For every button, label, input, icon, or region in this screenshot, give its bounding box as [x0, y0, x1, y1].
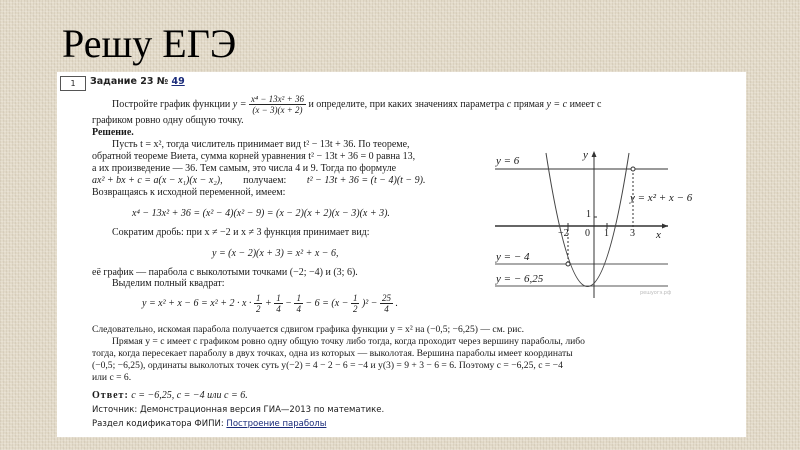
eq3-part: +: [264, 298, 272, 309]
answer-label: Ответ:: [92, 390, 129, 401]
frac-num: 1: [352, 293, 358, 304]
slide-title: Решу ЕГЭ: [62, 21, 237, 66]
eq3-part: y = x² + x − 6 = x² + 2 · x ·: [142, 298, 252, 309]
eq3-part: − 6 = (x −: [305, 298, 349, 309]
solution-p5-line4: или c = 6.: [92, 372, 132, 383]
frac-num: 25: [382, 293, 392, 304]
statement-line-2: графиком ровно одну общую точку.: [92, 115, 244, 126]
statement-text: прямая: [513, 98, 544, 110]
statement-fraction: [249, 94, 306, 115]
equation-3: [142, 292, 398, 316]
statement-text: Постройте график функции: [112, 98, 231, 110]
frac-den: 2: [255, 304, 261, 315]
curve-label: y = x² + x − 6: [630, 192, 693, 204]
tick-label-minus2: −2: [558, 228, 569, 239]
answer-line: [92, 390, 248, 402]
solution-p1-line5: Возвращаясь к исходной переменной, имеем:: [92, 187, 286, 198]
task-number-box: 1: [60, 76, 86, 91]
fraction-numerator: x⁴ − 13x² + 36: [250, 94, 304, 104]
param-c: c: [506, 98, 512, 110]
codifier-label: Раздел кодификатора ФИПИ:: [92, 419, 224, 429]
punctured-point-3: [631, 167, 635, 171]
label-y-minus-4: y = − 4: [496, 251, 530, 263]
eq3-part: .: [395, 298, 399, 309]
formula-y: y =: [232, 98, 247, 110]
task-heading-prefix: Задание 23 №: [90, 76, 169, 87]
parabola-graph: [490, 145, 693, 310]
source-line: Источник: Демонстрационная версия ГИА—2013 по математике.: [92, 405, 385, 415]
statement-text: имеет с: [569, 98, 602, 110]
tick-label-0: 0: [585, 228, 590, 239]
axis-y-label: y: [583, 149, 588, 161]
solution-p5-line2: тогда, когда пересекает параболу в двух точках, одна из которых — выколотая. Вершина параболы имеет координаты: [92, 348, 573, 359]
frac-den: 4: [296, 304, 301, 315]
tick-label-y-1: 1: [586, 209, 591, 220]
task-id-link[interactable]: 49: [171, 76, 185, 87]
label-y-6: y = 6: [496, 155, 520, 167]
formula-factorization: ax² + bx + c = a(x − x₁)(x − x₂),: [92, 175, 223, 186]
equation-1: x⁴ − 13x² + 36 = (x² − 4)(x² − 9) = (x − 2)(x + 2)(x − 3)(x + 3).: [132, 208, 390, 219]
solution-p5-line1: Прямая y = c имеет с графиком ровно одну общую точку либо тогда, когда проходит через вершину параболы, либо: [112, 336, 585, 347]
x-axis-arrow-icon: [662, 224, 668, 229]
tick-label-3: 3: [630, 228, 635, 239]
solution-p1-line3: а их произведение — 36. Тем самым, это числа 4 и 9. Тогда по формуле: [92, 163, 397, 174]
statement-line-1: [112, 94, 601, 115]
solution-p2: Сократим дробь: при x ≠ −2 и x ≠ 3 функция принимает вид:: [112, 227, 370, 238]
solution-heading: Решение.: [92, 127, 134, 138]
solution-p1-line4: [92, 175, 426, 187]
punctured-point-minus2: [566, 262, 570, 266]
axis-x-label: x: [656, 229, 661, 241]
frac-num: 1: [276, 293, 281, 304]
task-heading: [90, 76, 185, 87]
frac-num: 1: [296, 293, 301, 304]
frac-den: 4: [384, 304, 389, 315]
tick-label-x-1: 1: [604, 228, 609, 239]
statement-text: и определите, при каких значениях параметра: [308, 98, 505, 110]
graph-watermark: решуогэ.рф: [640, 290, 672, 296]
solution-p5-line3: (−0,5; −6,25), ординаты выколотых точек суть y(−2) = 4 − 2 − 6 = −4 и y(3) = 9 + 3 − 6 = 6. Поэтому c = −6,25, c = −4: [92, 360, 563, 371]
solution-p1-line1: Пусть t = x², тогда числитель принимает вид t² − 13t + 36. По теореме,: [112, 139, 410, 150]
answer-value: c = −6,25, c = −4 или c = 6.: [131, 390, 248, 401]
y-axis-arrow-icon: [592, 151, 597, 157]
equation-2: y = (x − 2)(x + 3) = x² + x − 6,: [212, 248, 339, 259]
solution-p4: Следовательно, искомая парабола получается сдвигом графика функции y = x² на (−0,5; −6,25) — см. рис.: [92, 324, 525, 335]
eq3-part: −: [285, 298, 292, 309]
frac-den: 4: [276, 304, 281, 315]
fraction-denominator: (x − 3)(x + 2): [252, 105, 303, 115]
graph-svg: [490, 145, 670, 310]
frac-num: 1: [255, 293, 261, 304]
label-y-minus-6-25: y = − 6,25: [496, 273, 544, 285]
task-panel: [57, 72, 746, 437]
text-get: получаем:: [243, 175, 287, 186]
solution-p3-line2: Выделим полный квадрат:: [112, 278, 225, 289]
formula-t: t² − 13t + 36 = (t − 4)(t − 9).: [306, 175, 426, 186]
codifier-line: [92, 418, 326, 430]
frac-den: 2: [352, 304, 358, 315]
line-equation: y = c: [546, 98, 568, 110]
solution-p3-line1: её график — парабола с выколотыми точками (−2; −4) и (3; 6).: [92, 267, 358, 278]
eq3-part: )² −: [361, 298, 378, 309]
solution-p1-line2: обратной теореме Виета, сумма корней уравнения t² − 13t + 36 = 0 равна 13,: [92, 151, 416, 162]
codifier-link[interactable]: Построение параболы: [226, 419, 327, 429]
